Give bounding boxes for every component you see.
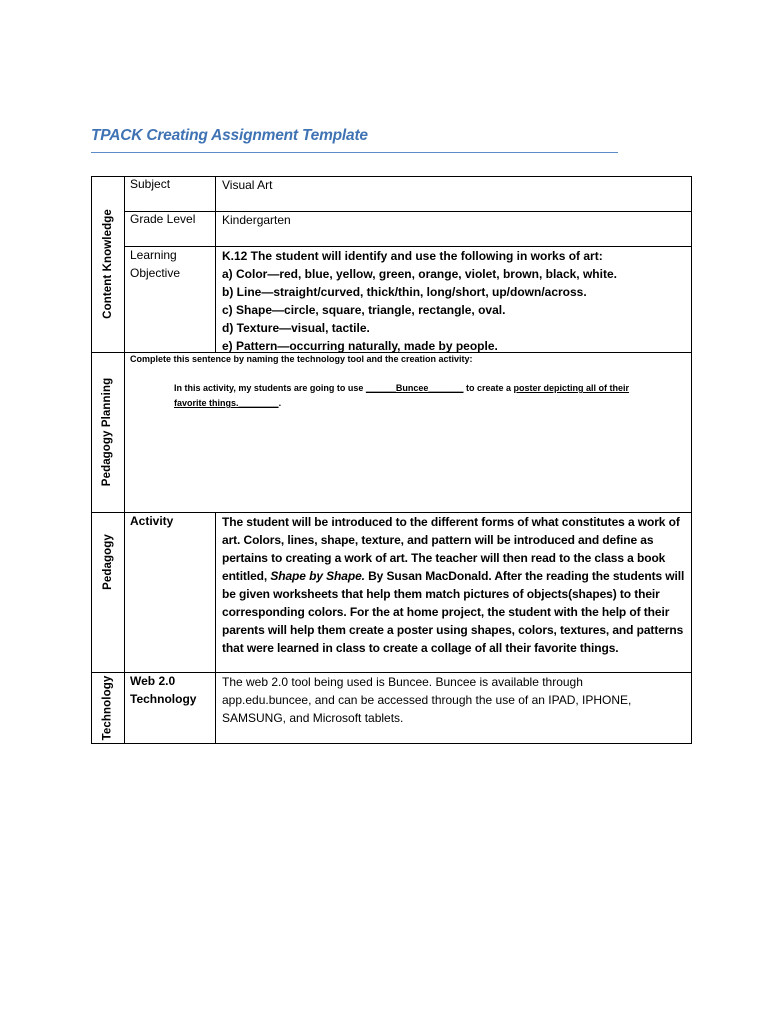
web-tech-label: [130, 673, 196, 708]
row-line-1: [124, 211, 692, 212]
objective-line: c) Shape—circle, square, triangle, rectangle, oval.: [222, 303, 506, 317]
grade-level-value: Kindergarten: [222, 213, 291, 227]
objective-line: b) Line—straight/curved, thick/thin, long/short, up/down/across.: [222, 285, 587, 299]
section-pedagogy: Pedagogy: [101, 534, 114, 590]
objective-line: a) Color—red, blue, yellow, green, orange, violet, brown, black, white.: [222, 267, 617, 281]
learning-objective-label: [130, 247, 180, 282]
tool-blank: ______Buncee_______: [365, 383, 464, 393]
table-border-right: [691, 176, 692, 744]
section-content-knowledge: Content Knowledge: [101, 209, 114, 319]
activity-part2: favorite things.: [174, 398, 239, 408]
section-column-divider: [124, 176, 125, 744]
section-technology: Technology: [101, 675, 114, 741]
sentence-mid: to create a: [463, 383, 514, 393]
planning-sentence: [174, 381, 674, 411]
activity-text-after: By Susan MacDonald. After the reading the students will be given worksheets that help them match pictures of objects(shapes) to their corresponding colors. For the at home project, the student with the help of their parents will help them create a poster using shapes, colors, textures, and patterns that were learned in class to create a collage of all their favorite things.: [222, 569, 685, 655]
activity-text-before: The student will be introduced to the different forms of what constitutes a work of art. Colors, lines, shape, texture, and pattern will be introduced and define as pertains to creating a work of art. The teacher will then read to the class a book entitled,: [222, 515, 680, 583]
objective-line: e) Pattern—occurring naturally, made by people.: [222, 339, 498, 353]
section-pedagogy-planning: Pedagogy Planning: [101, 377, 114, 487]
web-tech-label-line1: Web 2.0: [130, 674, 176, 688]
subject-label: Subject: [130, 177, 171, 191]
activity-part1: poster depicting all of their: [513, 383, 630, 393]
book-title: Shape by Shape.: [270, 569, 365, 583]
activity-blank: ________: [238, 398, 279, 408]
sentence-start: In this activity, my students are going to use: [174, 383, 366, 393]
label-divider-top: [215, 176, 216, 352]
objective-line: d) Texture—visual, tactile.: [222, 321, 370, 335]
objective-line: K.12 The student will identify and use the following in works of art:: [222, 249, 603, 263]
document-title: TPACK Creating Assignment Template: [91, 127, 368, 144]
table-border-top: [91, 176, 692, 177]
sentence-end: .: [278, 398, 282, 408]
grade-level-label: Grade Level: [130, 212, 196, 226]
web-tech-label-line2: Technology: [130, 691, 197, 706]
assignment-table: [91, 176, 692, 744]
label-divider-bottom: [215, 512, 216, 744]
web-tech-text: The web 2.0 tool being used is Buncee. Buncee is available through app.edu.buncee, and can be accessed through the use of an IPAD, IPHONE, SAMSUNG, and Microsoft tablets.: [222, 675, 632, 725]
table-border-bottom: [91, 743, 692, 744]
learning-objective-label-line1: Learning: [130, 248, 177, 262]
planning-instruction: Complete this sentence by naming the technology tool and the creation activity:: [130, 354, 473, 364]
learning-objective-text: [222, 247, 617, 355]
subject-value: Visual Art: [222, 178, 273, 192]
activity-text: [222, 513, 686, 657]
learning-objective-label-line2: Objective: [130, 265, 181, 280]
title-underline: [91, 152, 618, 153]
activity-label: Activity: [130, 514, 174, 528]
